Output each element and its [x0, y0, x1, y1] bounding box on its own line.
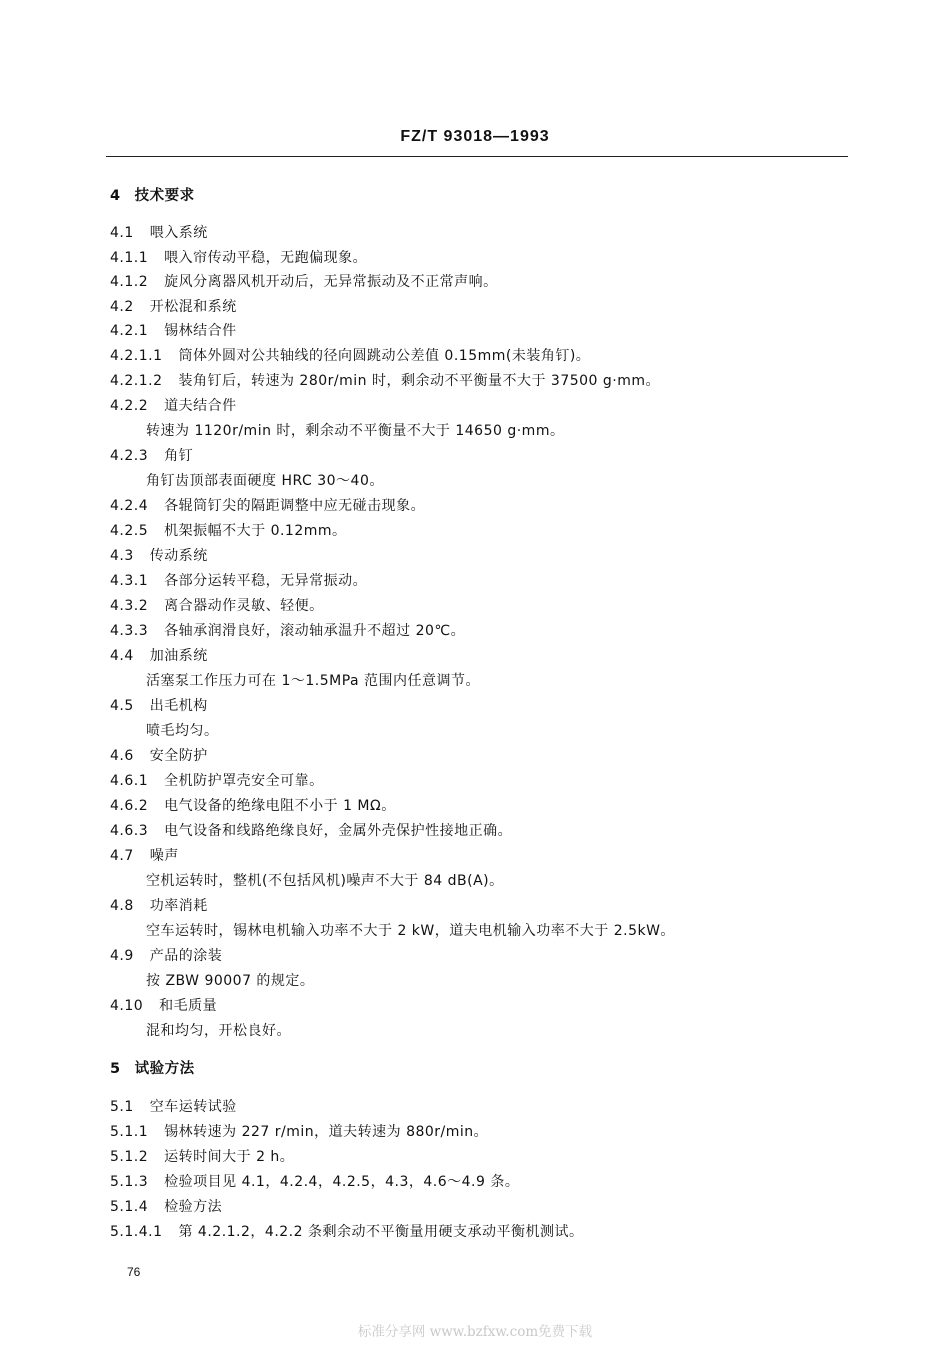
clause-number: 5.1.3	[110, 1174, 149, 1190]
clause-number: 4.2	[110, 299, 134, 315]
clause-number: 4.2.3	[110, 448, 149, 464]
clause-number: 4.1	[110, 225, 134, 241]
clause-text: 角钉	[164, 448, 194, 464]
clause-number: 4.2.1.1	[110, 348, 163, 364]
clause-number: 4.6.3	[110, 823, 149, 839]
clause-line	[110, 321, 237, 341]
section-heading-5	[110, 1059, 195, 1079]
clause-number: 4	[110, 188, 121, 204]
clause-line	[110, 646, 208, 666]
clause-text: 各轴承润滑良好，滚动轴承温升不超过 20℃。	[164, 623, 466, 639]
clause-text: 安全防护	[149, 748, 208, 764]
clause-body	[146, 671, 480, 691]
clause-line	[110, 1122, 488, 1142]
clause-number: 5.1.4.1	[110, 1224, 163, 1240]
clause-line	[110, 846, 179, 866]
clause-text: 试验方法	[134, 1061, 195, 1077]
header-rule	[106, 156, 848, 157]
clause-line	[110, 821, 512, 841]
clause-number: 4.2.1.2	[110, 373, 163, 389]
clause-text: 喂入帘传动平稳，无跑偏现象。	[164, 250, 368, 266]
clause-line	[110, 696, 208, 716]
clause-number: 4.8	[110, 898, 134, 914]
clause-text: 旋风分离器风机开动后，无异常振动及不正常声响。	[164, 274, 498, 290]
clause-text: 功率消耗	[149, 898, 208, 914]
clause-body	[146, 1021, 291, 1041]
clause-text: 传动系统	[149, 548, 208, 564]
clause-text: 活塞泵工作压力可在 1～1.5MPa 范围内任意调节。	[146, 673, 481, 689]
clause-line	[110, 746, 208, 766]
clause-line	[110, 223, 208, 243]
clause-line	[110, 446, 193, 466]
clause-line	[110, 1197, 222, 1217]
clause-text: 锡林结合件	[164, 323, 237, 339]
clause-line	[110, 571, 367, 591]
clause-body	[146, 471, 384, 491]
clause-number: 4.2.4	[110, 498, 149, 514]
clause-body	[146, 721, 219, 741]
clause-number: 4.1.2	[110, 274, 149, 290]
clause-body	[146, 421, 564, 441]
clause-number: 4.10	[110, 998, 144, 1014]
clause-line	[110, 1097, 237, 1117]
clause-number: 4.2.5	[110, 523, 149, 539]
clause-number: 4.3.2	[110, 598, 149, 614]
clause-number: 4.6.2	[110, 798, 149, 814]
clause-number: 4.3	[110, 548, 134, 564]
clause-text: 运转时间大于 2 h。	[164, 1149, 295, 1165]
clause-text: 电气设备的绝缘电阻不小于 1 MΩ。	[164, 798, 396, 814]
clause-text: 喷毛均匀。	[146, 723, 219, 739]
clause-text: 检验项目见 4.1，4.2.4，4.2.5，4.3，4.6～4.9 条。	[164, 1174, 520, 1190]
watermark: 标准分享网 www.bzfxw.com免费下载	[357, 1324, 593, 1340]
clause-line	[110, 371, 660, 391]
clause-number: 5.1.1	[110, 1124, 149, 1140]
clause-text: 技术要求	[134, 188, 195, 204]
clause-number: 4.2.2	[110, 398, 149, 414]
clause-text: 转速为 1120r/min 时，剩余动不平衡量不大于 14650 g·mm。	[146, 423, 565, 439]
clause-text: 角钉齿顶部表面硬度 HRC 30～40。	[146, 473, 384, 489]
clause-line	[110, 946, 222, 966]
page-number: 76	[127, 1265, 141, 1279]
clause-number: 4.2.1	[110, 323, 149, 339]
clause-text: 检验方法	[164, 1199, 223, 1215]
clause-text: 筒体外圆对公共轴线的径向圆跳动公差值 0.15mm(未装角钉)。	[178, 348, 591, 364]
clause-line	[110, 596, 324, 616]
clause-body	[146, 971, 314, 991]
clause-line	[110, 996, 217, 1016]
clause-text: 各辊筒钉尖的隔距调整中应无碰击现象。	[164, 498, 426, 514]
clause-text: 噪声	[149, 848, 179, 864]
clause-number: 5.1.4	[110, 1199, 149, 1215]
clause-text: 装角钉后，转速为 280r/min 时，剩余动不平衡量不大于 37500 g·mm。	[178, 373, 661, 389]
clause-text: 按 ZBW 90007 的规定。	[146, 973, 315, 989]
clause-line	[110, 771, 324, 791]
clause-text: 开松混和系统	[149, 299, 237, 315]
clause-line	[110, 248, 367, 268]
clause-number: 5.1	[110, 1099, 134, 1115]
clause-body	[146, 871, 504, 891]
clause-line	[110, 346, 590, 366]
clause-line	[110, 796, 396, 816]
clause-text: 全机防护罩壳安全可靠。	[164, 773, 324, 789]
clause-text: 产品的涂装	[149, 948, 223, 964]
clause-number: 4.4	[110, 648, 134, 664]
clause-text: 加油系统	[149, 648, 208, 664]
clause-line	[110, 272, 498, 292]
clause-text: 机架振幅不大于 0.12mm。	[164, 523, 347, 539]
clause-line	[110, 396, 237, 416]
clause-line	[110, 297, 237, 317]
clause-number: 4.1.1	[110, 250, 149, 266]
clause-text: 电气设备和线路绝缘良好，金属外壳保护性接地正确。	[164, 823, 513, 839]
clause-line	[110, 1172, 519, 1192]
clause-body	[146, 921, 675, 941]
clause-text: 锡林转速为 227 r/min，道夫转速为 880r/min。	[164, 1124, 489, 1140]
clause-text: 出毛机构	[149, 698, 208, 714]
clause-text: 空机运转时，整机(不包括风机)噪声不大于 84 dB(A)。	[146, 873, 504, 889]
clause-number: 4.7	[110, 848, 134, 864]
clause-number: 4.9	[110, 948, 134, 964]
clause-text: 道夫结合件	[164, 398, 237, 414]
clause-number: 4.6	[110, 748, 134, 764]
clause-text: 空车运转时，锡林电机输入功率不大于 2 kW，道夫电机输入功率不大于 2.5kW。	[146, 923, 675, 939]
clause-text: 和毛质量	[159, 998, 218, 1014]
clause-text: 第 4.2.1.2，4.2.2 条剩余动不平衡量用硬支承动平衡机测试。	[178, 1224, 584, 1240]
clause-text: 各部分运转平稳，无异常振动。	[164, 573, 368, 589]
clause-text: 空车运转试验	[149, 1099, 237, 1115]
clause-line	[110, 896, 208, 916]
clause-text: 离合器动作灵敏、轻便。	[164, 598, 324, 614]
clause-number: 5	[110, 1061, 121, 1077]
clause-line	[110, 1147, 294, 1167]
clause-text: 喂入系统	[149, 225, 208, 241]
clause-text: 混和均匀，开松良好。	[146, 1023, 291, 1039]
section-heading-4	[110, 186, 195, 206]
clause-number: 5.1.2	[110, 1149, 149, 1165]
standard-code-header: FZ/T 93018—1993	[400, 128, 550, 145]
clause-line	[110, 546, 208, 566]
clause-line	[110, 1222, 584, 1242]
clause-number: 4.6.1	[110, 773, 149, 789]
clause-line	[110, 496, 425, 516]
clause-number: 4.3.3	[110, 623, 149, 639]
clause-number: 4.3.1	[110, 573, 149, 589]
clause-line	[110, 521, 347, 541]
clause-line	[110, 621, 465, 641]
clause-number: 4.5	[110, 698, 134, 714]
